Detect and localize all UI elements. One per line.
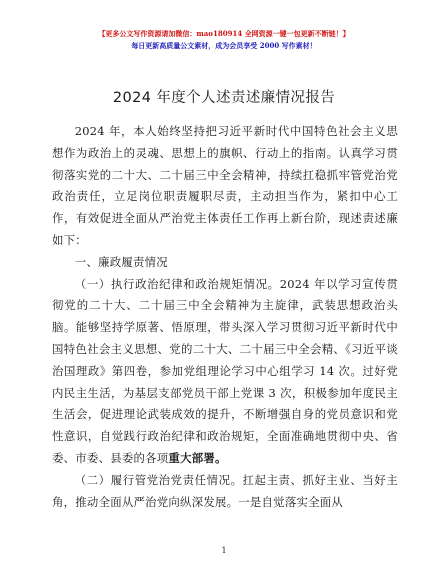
- page-number: 1: [221, 546, 227, 555]
- paragraph-text: （一）执行政治纪律和政治规矩情况。2024 年以学习宣传贯彻党的二十大、二十届三中全会精神为主旋律，武装思想政治头脑。能够坚持学原著、悟原理，带头深入学习贯彻习近平新时代中国特色社会主义思想、党的二十大、二十届三中全会精、《习近平谈治国理政》第四卷，参加党组理论学习中心组学习 14 次。过好党内民主生活，为基层支部党员干部上党课 3 次，积极参加年度民主生活会，促进理论武装成效的提升，不断增强自身的党员意识和党性意识，自觉践行政治纪律和政治规矩，全面准确地贯彻中央、省委、市委、县委的各项: [52, 276, 398, 465]
- bold-phrase: 重大部署。: [168, 450, 227, 465]
- intro-paragraph: 2024 年，本人始终坚持把习近平新时代中国特色社会主义思想作为政治上的灵魂、思想上的旗帜、行动上的指南。认真学习贯彻落实党的二十大、二十届三中全会精神，持续扛稳抓牢管党治党政治责任，立足岗位职责履职尽责，主动担当作为，紧扣中心工作，有效促进全面从严治党主体责任工作再上新台阶，现述责述廉如下：: [52, 124, 398, 247]
- promo-line-1: 【更多公文写作资源请加微信：mao180914 全网资源一键一包更新不断链！】: [98, 29, 350, 38]
- document-title: 2024 年度个人述责述廉情况报告: [112, 90, 336, 106]
- paragraph-political-discipline: [52, 274, 398, 470]
- promo-line-2: 每日更新高质量公文素材，成为会员享受 2000 写作素材！: [131, 41, 317, 50]
- section-heading-1: 一、廉政履责情况: [74, 254, 168, 269]
- document-body: [52, 121, 398, 513]
- promo-banner: [0, 28, 448, 52]
- paragraph-party-governance: （二）履行管党治党责任情况。扛起主责、抓好主业、当好主角，推动全面从严治党向纵深发展。一是自觉落实全面从: [52, 472, 398, 509]
